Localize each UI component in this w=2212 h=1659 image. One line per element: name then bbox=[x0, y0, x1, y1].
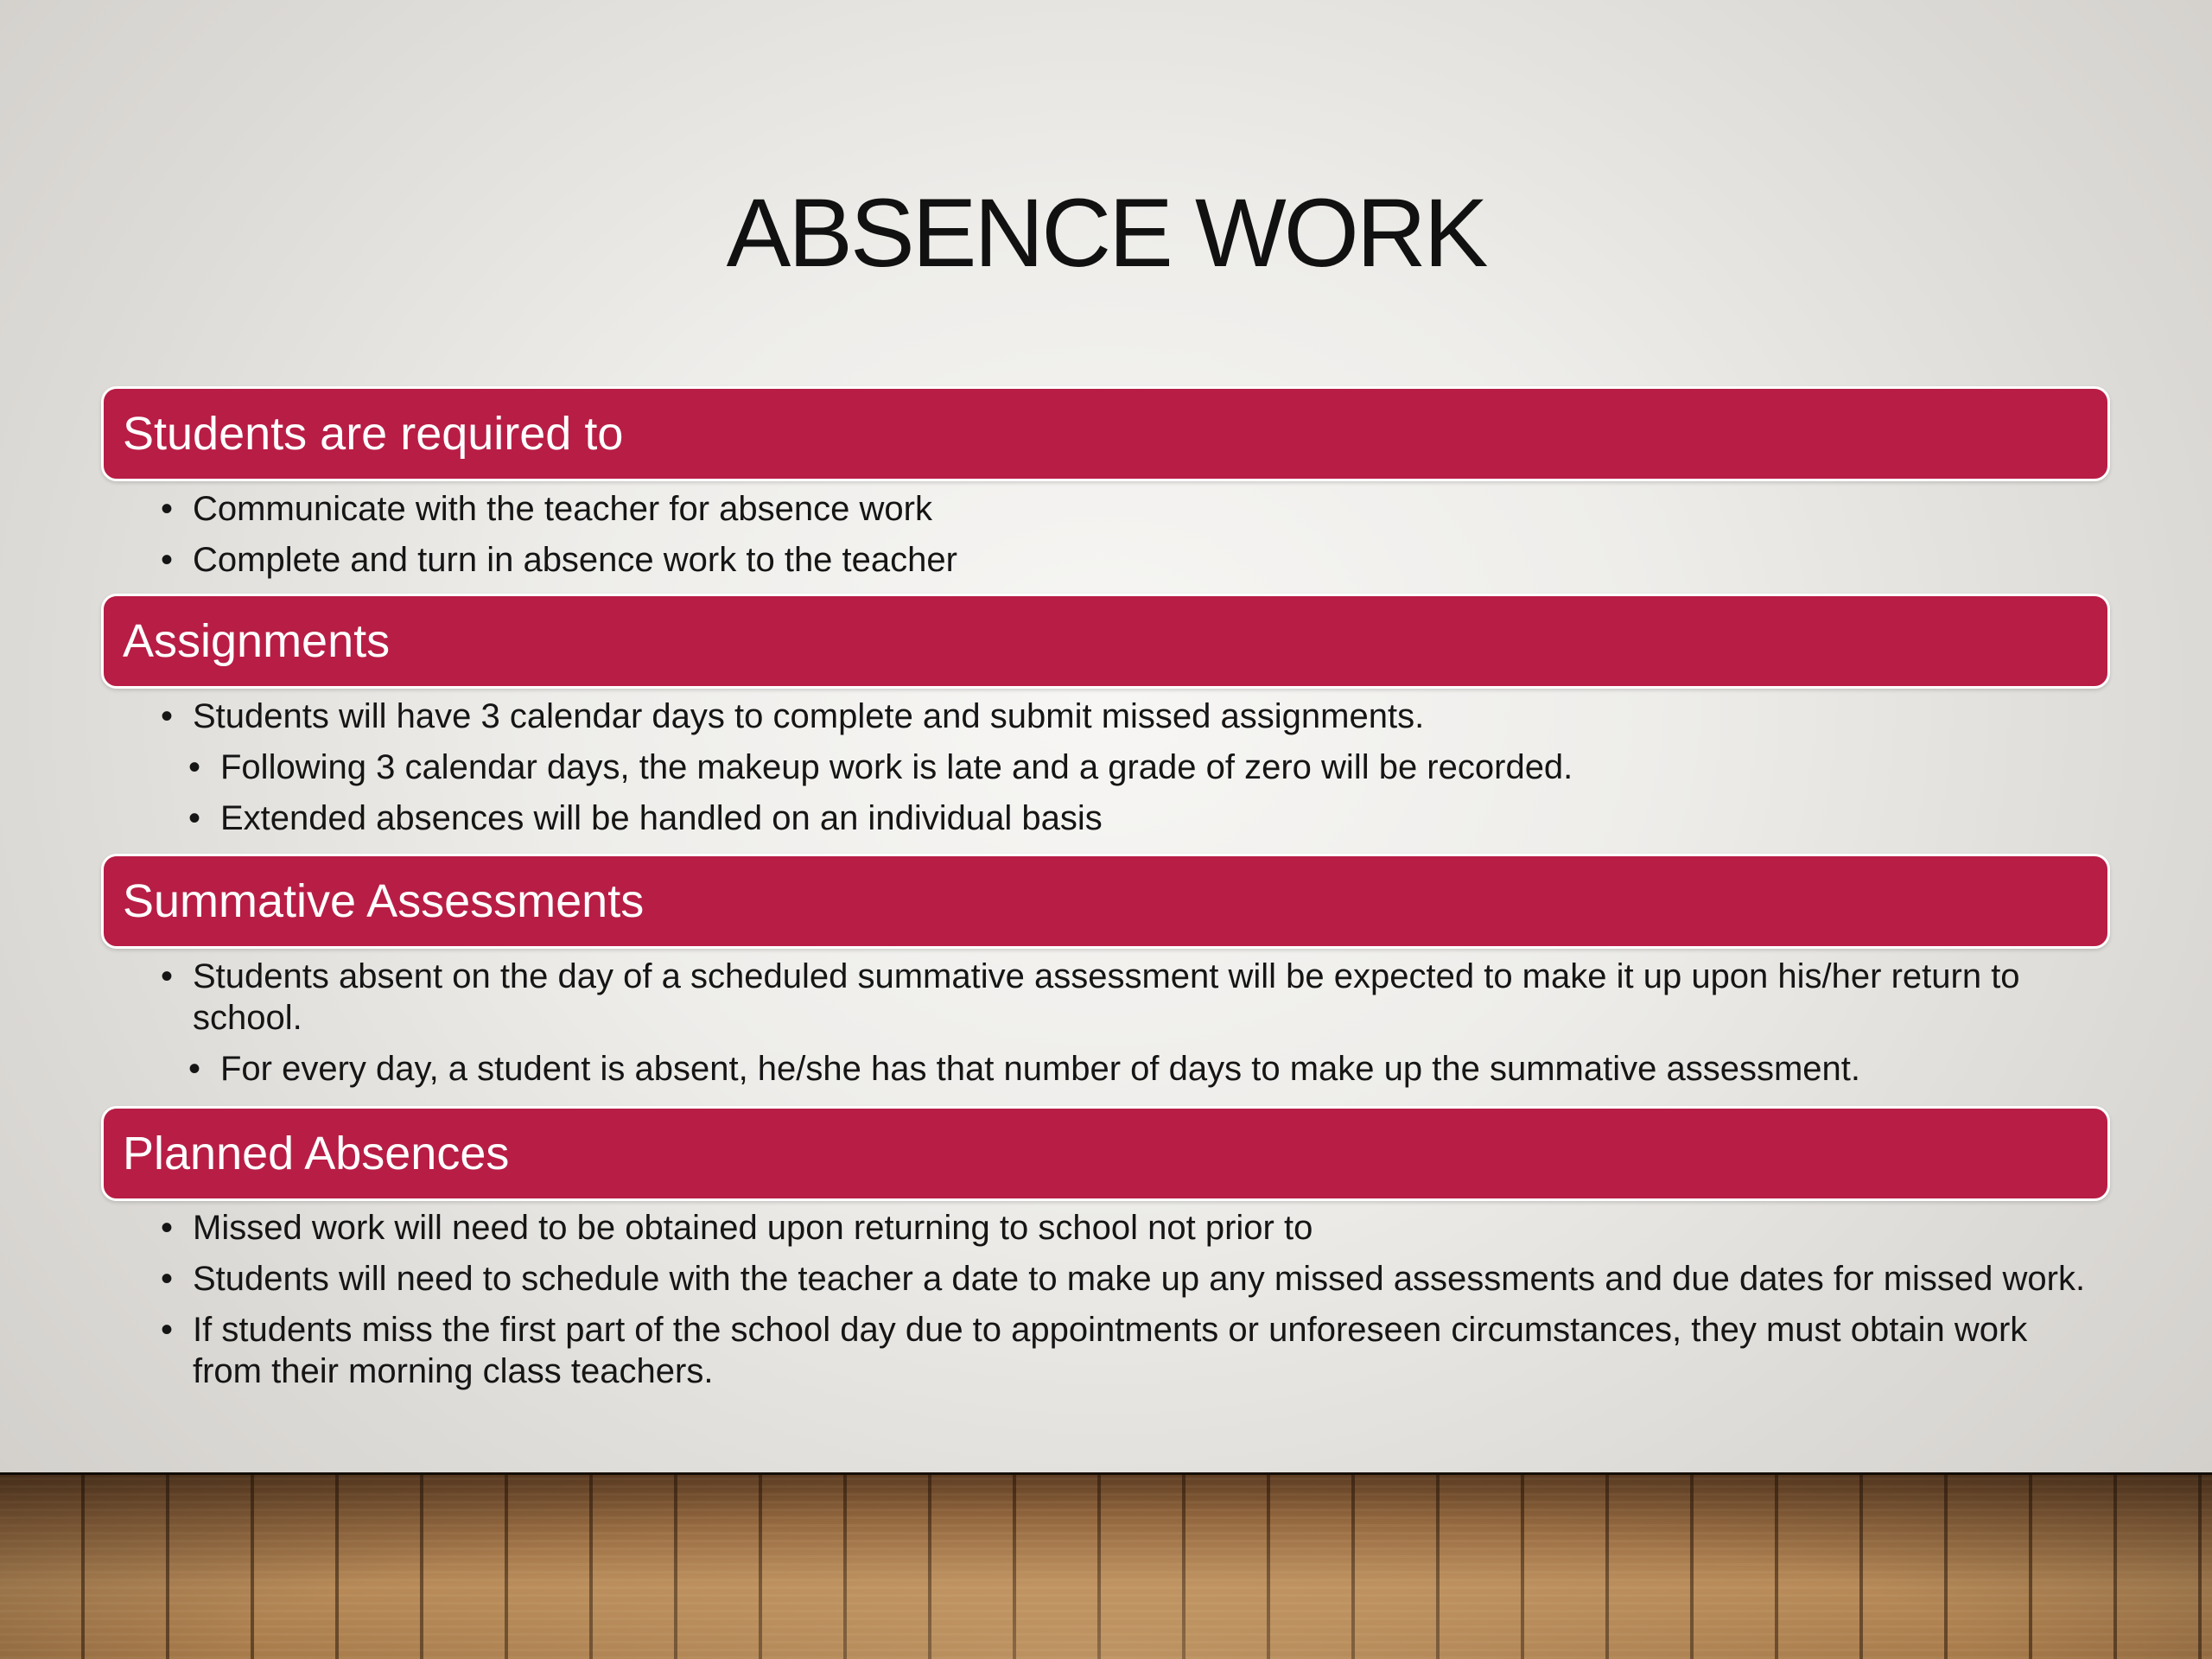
list-item: • For every day, a student is absent, he/she has that number of days to make up the summative assessment. bbox=[181, 1048, 2089, 1090]
list-item: • Following 3 calendar days, the makeup work is late and a grade of zero will be recorded. bbox=[181, 747, 2089, 788]
section-header-planned-absences bbox=[101, 1106, 2110, 1201]
section-bullets-assignments bbox=[154, 696, 2089, 849]
section-bullets-students-required bbox=[154, 488, 2089, 590]
floor-shading bbox=[0, 1472, 2212, 1659]
section-heading: Students are required to bbox=[123, 408, 624, 460]
section-header-summative-assessments bbox=[101, 854, 2110, 949]
section-heading: Planned Absences bbox=[123, 1128, 510, 1179]
list-item: • Students absent on the day of a scheduled summative assessment will be expected to make it up upon his/her return to school. bbox=[154, 956, 2089, 1039]
list-item: • Students will need to schedule with the teacher a date to make up any missed assessments and due dates for missed work. bbox=[154, 1258, 2089, 1300]
slide-title: ABSENCE WORK bbox=[726, 179, 1486, 287]
section-header-assignments bbox=[101, 594, 2110, 689]
section-header-students-required bbox=[101, 386, 2110, 481]
list-item: • Complete and turn in absence work to the teacher bbox=[154, 539, 2089, 581]
list-item: • Extended absences will be handled on an individual basis bbox=[181, 798, 2089, 839]
section-bullets-planned-absences bbox=[154, 1207, 2089, 1402]
list-item: • Missed work will need to be obtained upon returning to school not prior to bbox=[154, 1207, 2089, 1249]
section-heading: Assignments bbox=[123, 615, 391, 667]
section-heading: Summative Assessments bbox=[123, 875, 645, 927]
list-item: • If students miss the first part of the school day due to appointments or unforeseen circumstances, they must obtain work from their morning class teachers. bbox=[154, 1309, 2089, 1392]
list-item: • Students will have 3 calendar days to complete and submit missed assignments. bbox=[154, 696, 2089, 737]
list-item: • Communicate with the teacher for absence work bbox=[154, 488, 2089, 530]
section-bullets-summative-assessments bbox=[154, 956, 2089, 1099]
